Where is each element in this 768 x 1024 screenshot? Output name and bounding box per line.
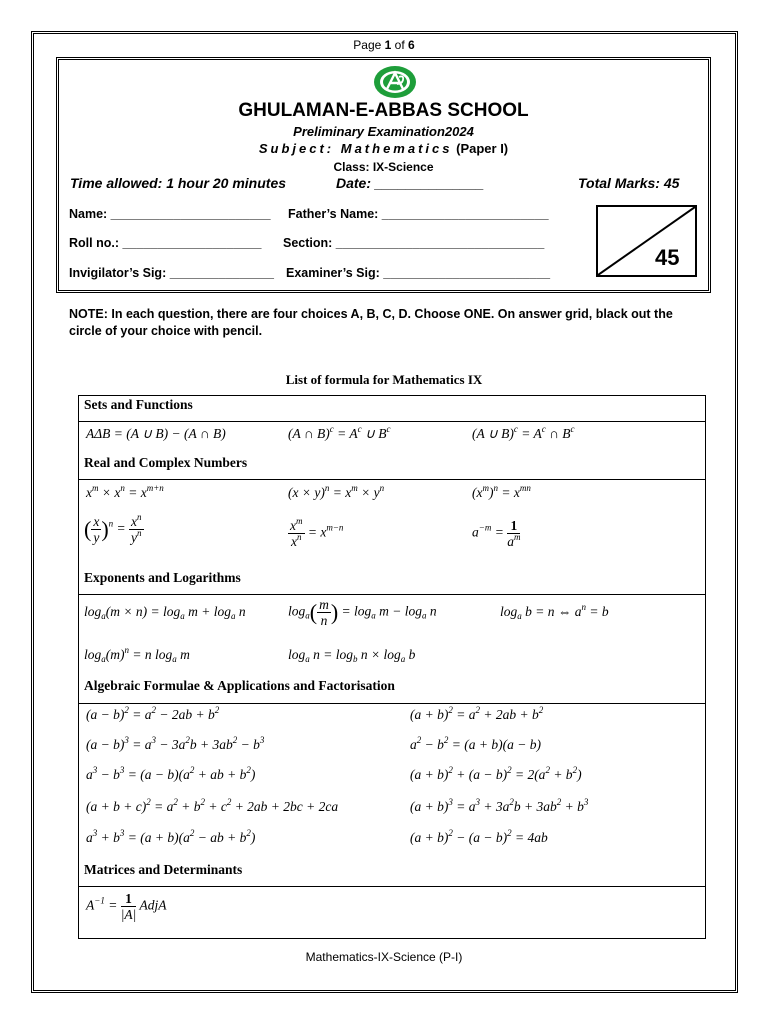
section-exponents-logs: Exponents and Logarithms xyxy=(84,570,241,585)
subject-line xyxy=(56,141,711,156)
formula-log-quotient: $\log_a$( $\frac{m}{n}$ ) = $\log_a m - \log_a n$ xyxy=(288,597,437,628)
formula-cube-of-difference: $(a - b)^3 = a^3 - 3a^2b + 3ab^2 - b^3$ xyxy=(86,735,265,752)
formula-square-of-difference: $(a - b)^2 = a^2 - 2ab + b^2$ xyxy=(86,705,220,722)
formula-sum-of-squares-identity: $(a + b)^2 + (a - b)^2 = 2(a^2 + b^2)$ xyxy=(410,765,582,782)
paper-label: (Paper I) xyxy=(456,141,509,156)
marks-box xyxy=(596,205,697,277)
school-logo-icon xyxy=(373,65,417,99)
roll-no-field[interactable]: Roll no.: ____________________ xyxy=(69,236,262,250)
formula-negative-exponent: $a^{-m}$ = $\frac{1}{a^m}$ xyxy=(472,518,521,549)
father-name-field[interactable]: Father’s Name: ________________________ xyxy=(288,207,549,221)
formula-log-power: $\log_a(m)^n = n$ $\log_a m$ xyxy=(84,645,190,664)
name-field[interactable]: Name: _______________________ xyxy=(69,207,271,221)
divider xyxy=(78,421,706,422)
formula-trinomial-square: $(a + b + c)^2 = a^2 + b^2 + c^2 + 2ab + 2bc + 2ca$ xyxy=(86,797,339,814)
formula-list-title: List of formula for Mathematics IX xyxy=(285,372,483,387)
total-marks: Total Marks: 45 xyxy=(578,175,680,191)
divider xyxy=(78,886,706,887)
divider xyxy=(78,479,706,480)
formula-set-difference: AΔB = (A ∪ B) − (A ∩ B) xyxy=(86,426,226,441)
formula-square-of-sum: $(a + b)^2 = a^2 + 2ab + b^2$ xyxy=(410,705,544,722)
section-real-complex: Real and Complex Numbers xyxy=(84,455,248,470)
page-indicator: Page 1 of 6 xyxy=(353,38,415,52)
divider xyxy=(78,703,706,704)
section-matrices: Matrices and Determinants xyxy=(84,862,243,877)
class-label: Class: IX-Science xyxy=(333,160,434,174)
formula-cube-of-sum: $(a + b)^3 = a^3 + 3a^2b + 3ab^2 + b^3$ xyxy=(410,797,589,814)
formula-difference-of-squares: $a^2 - b^2 = (a + b)(a - b)$ xyxy=(410,735,541,752)
formula-four-ab-identity: $(a + b)^2 - (a - b)^2 = 4ab$ xyxy=(410,828,548,845)
formula-change-of-base: $\log_a n = \log_b n \times \log_a b$ xyxy=(288,647,416,664)
formula-demorgan-2: (A ∪ $B)^c = A^c$ ∩ $B^c$ xyxy=(472,424,575,441)
formula-power-of-product: $(x \times y)^n = x^m \times y^n$ xyxy=(288,483,385,500)
school-name: GHULAMAN-E-ABBAS SCHOOL xyxy=(238,100,529,121)
examiner-sig-field[interactable]: Examiner’s Sig: ________________________ xyxy=(286,266,551,280)
exam-title: Preliminary Examination2024 xyxy=(293,124,474,139)
formula-matrix-inverse: $A^{-1}$ = $\frac{1}{|A|}$ AdjA xyxy=(86,891,167,922)
instruction-note: NOTE: In each question, there are four choices A, B, C, D. Choose ONE. On answer grid, black out the circle of your choice with pencil. xyxy=(69,307,673,338)
formula-product-rule: $x^m \times x^n = x^{m+n}$ xyxy=(86,483,164,500)
marks-value: 45 xyxy=(655,245,680,270)
formula-quotient-rule: $\frac{x^m}{x^n}$ = $x^{m-n}$ xyxy=(290,516,344,549)
section-field[interactable]: Section: ______________________________ xyxy=(283,236,545,250)
section-algebraic: Algebraic Formulae & Applications and Factorisation xyxy=(84,678,395,693)
date-field[interactable]: Date: ______________ xyxy=(336,175,484,191)
formula-demorgan-1: (A ∩ $B)^c = A^c$ ∪ $B^c$ xyxy=(288,424,391,441)
formula-power-of-power: $(x^m)^n = x^{mn}$ xyxy=(472,483,531,500)
formula-power-of-quotient: ( $\frac{x}{y}$ )$^n$ = $\frac{x^n}{y^n}$ xyxy=(84,512,142,545)
page-footer: Mathematics-IX-Science (P-I) xyxy=(305,950,463,964)
invigilator-sig-field[interactable]: Invigilator’s Sig: _______________ xyxy=(69,266,274,280)
section-sets-functions: Sets and Functions xyxy=(84,397,193,412)
formula-table xyxy=(78,395,706,939)
formula-log-definition: $\log_a b = n$ ⇔ $a^n = b$ xyxy=(500,602,609,621)
formula-difference-of-cubes: $a^3 - b^3 = (a - b)(a^2$ + ab + $b^2$) xyxy=(86,765,256,782)
formula-log-product: $\log_a(m \times n) = \log_a m + \log_a n$ xyxy=(84,604,246,621)
divider xyxy=(78,594,706,595)
formula-sum-of-cubes: $a^3 + b^3 = (a + b)(a^2$ − ab + $b^2$) xyxy=(86,828,256,845)
subject-label: Subject: Mathematics xyxy=(258,141,453,156)
time-allowed: Time allowed: 1 hour 20 minutes xyxy=(70,175,287,191)
marks-diagonal xyxy=(598,207,695,275)
